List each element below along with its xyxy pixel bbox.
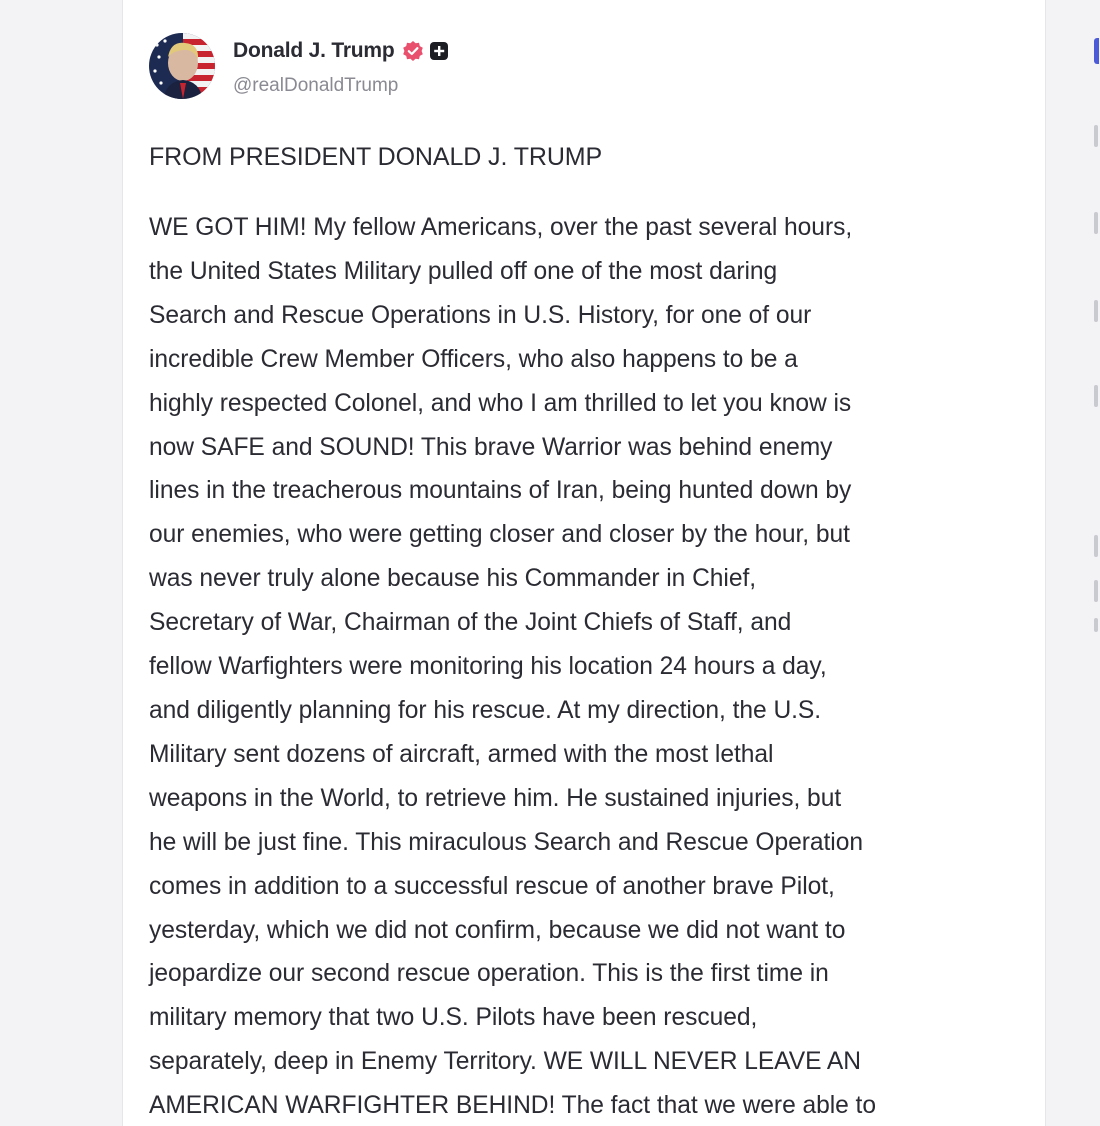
- post-line: incredible Crew Member Officers, who also happens to be a: [149, 345, 798, 373]
- post-line: military memory that two U.S. Pilots have been rescued,: [149, 1004, 758, 1032]
- sidebar-edge-mark: [1094, 212, 1098, 234]
- post-body: [149, 206, 1024, 1126]
- verified-badge-icon: [402, 40, 424, 62]
- post-line: fellow Warfighters were monitoring his location 24 hours a day,: [149, 653, 827, 681]
- post-line: and diligently planning for his rescue. At my direction, the U.S.: [149, 696, 822, 724]
- post-line: Military sent dozens of aircraft, armed with the most lethal: [149, 740, 774, 768]
- right-sidebar-edge: [1094, 0, 1100, 1126]
- sidebar-edge-mark: [1094, 385, 1098, 407]
- post-line: WE GOT HIM! My fellow Americans, over the past several hours,: [149, 214, 853, 241]
- sidebar-edge-mark: [1094, 580, 1098, 602]
- author-avatar[interactable]: [149, 33, 215, 99]
- sidebar-edge-mark: [1094, 618, 1098, 632]
- post-card: [122, 0, 1046, 1126]
- post-line: weapons in the World, to retrieve him. He sustained injuries, but: [149, 784, 842, 812]
- post-line: yesterday, which we did not confirm, because we did not want to: [149, 916, 846, 944]
- post-line: lines in the treacherous mountains of Iran, being hunted down by: [149, 477, 852, 505]
- post-heading: FROM PRESIDENT DONALD J. TRUMP: [149, 143, 603, 171]
- sidebar-accent-edge: [1094, 38, 1099, 64]
- plus-square-icon: [429, 41, 449, 61]
- post-line: he will be just fine. This miraculous Search and Rescue Operation: [149, 828, 863, 856]
- post-line: Search and Rescue Operations in U.S. History, for one of our: [149, 301, 812, 329]
- post-line: highly respected Colonel, and who I am thrilled to let you know is: [149, 389, 852, 417]
- post-line: comes in addition to a successful rescue of another brave Pilot,: [149, 872, 835, 900]
- post-line: now SAFE and SOUND! This brave Warrior was behind enemy: [149, 433, 833, 461]
- author-handle[interactable]: @realDonaldTrump: [233, 75, 399, 96]
- sidebar-edge-mark: [1094, 125, 1098, 147]
- post-line: the United States Military pulled off one of the most daring: [149, 257, 778, 285]
- sidebar-edge-mark: [1094, 535, 1098, 557]
- post-line: AMERICAN WARFIGHTER BEHIND! The fact that we were able to: [149, 1092, 876, 1120]
- post-line: jeopardize our second rescue operation. This is the first time in: [149, 960, 829, 988]
- flag-portrait-icon: [149, 33, 215, 99]
- author-name[interactable]: Donald J. Trump: [233, 39, 395, 62]
- post-line: separately, deep in Enemy Territory. WE WILL NEVER LEAVE AN: [149, 1048, 861, 1076]
- post-line: our enemies, who were getting closer and closer by the hour, but: [149, 521, 850, 549]
- post-line: was never truly alone because his Commander in Chief,: [149, 565, 757, 593]
- sidebar-edge-mark: [1094, 300, 1098, 322]
- post-line: Secretary of War, Chairman of the Joint Chiefs of Staff, and: [149, 609, 792, 637]
- author-name-row: [233, 38, 449, 64]
